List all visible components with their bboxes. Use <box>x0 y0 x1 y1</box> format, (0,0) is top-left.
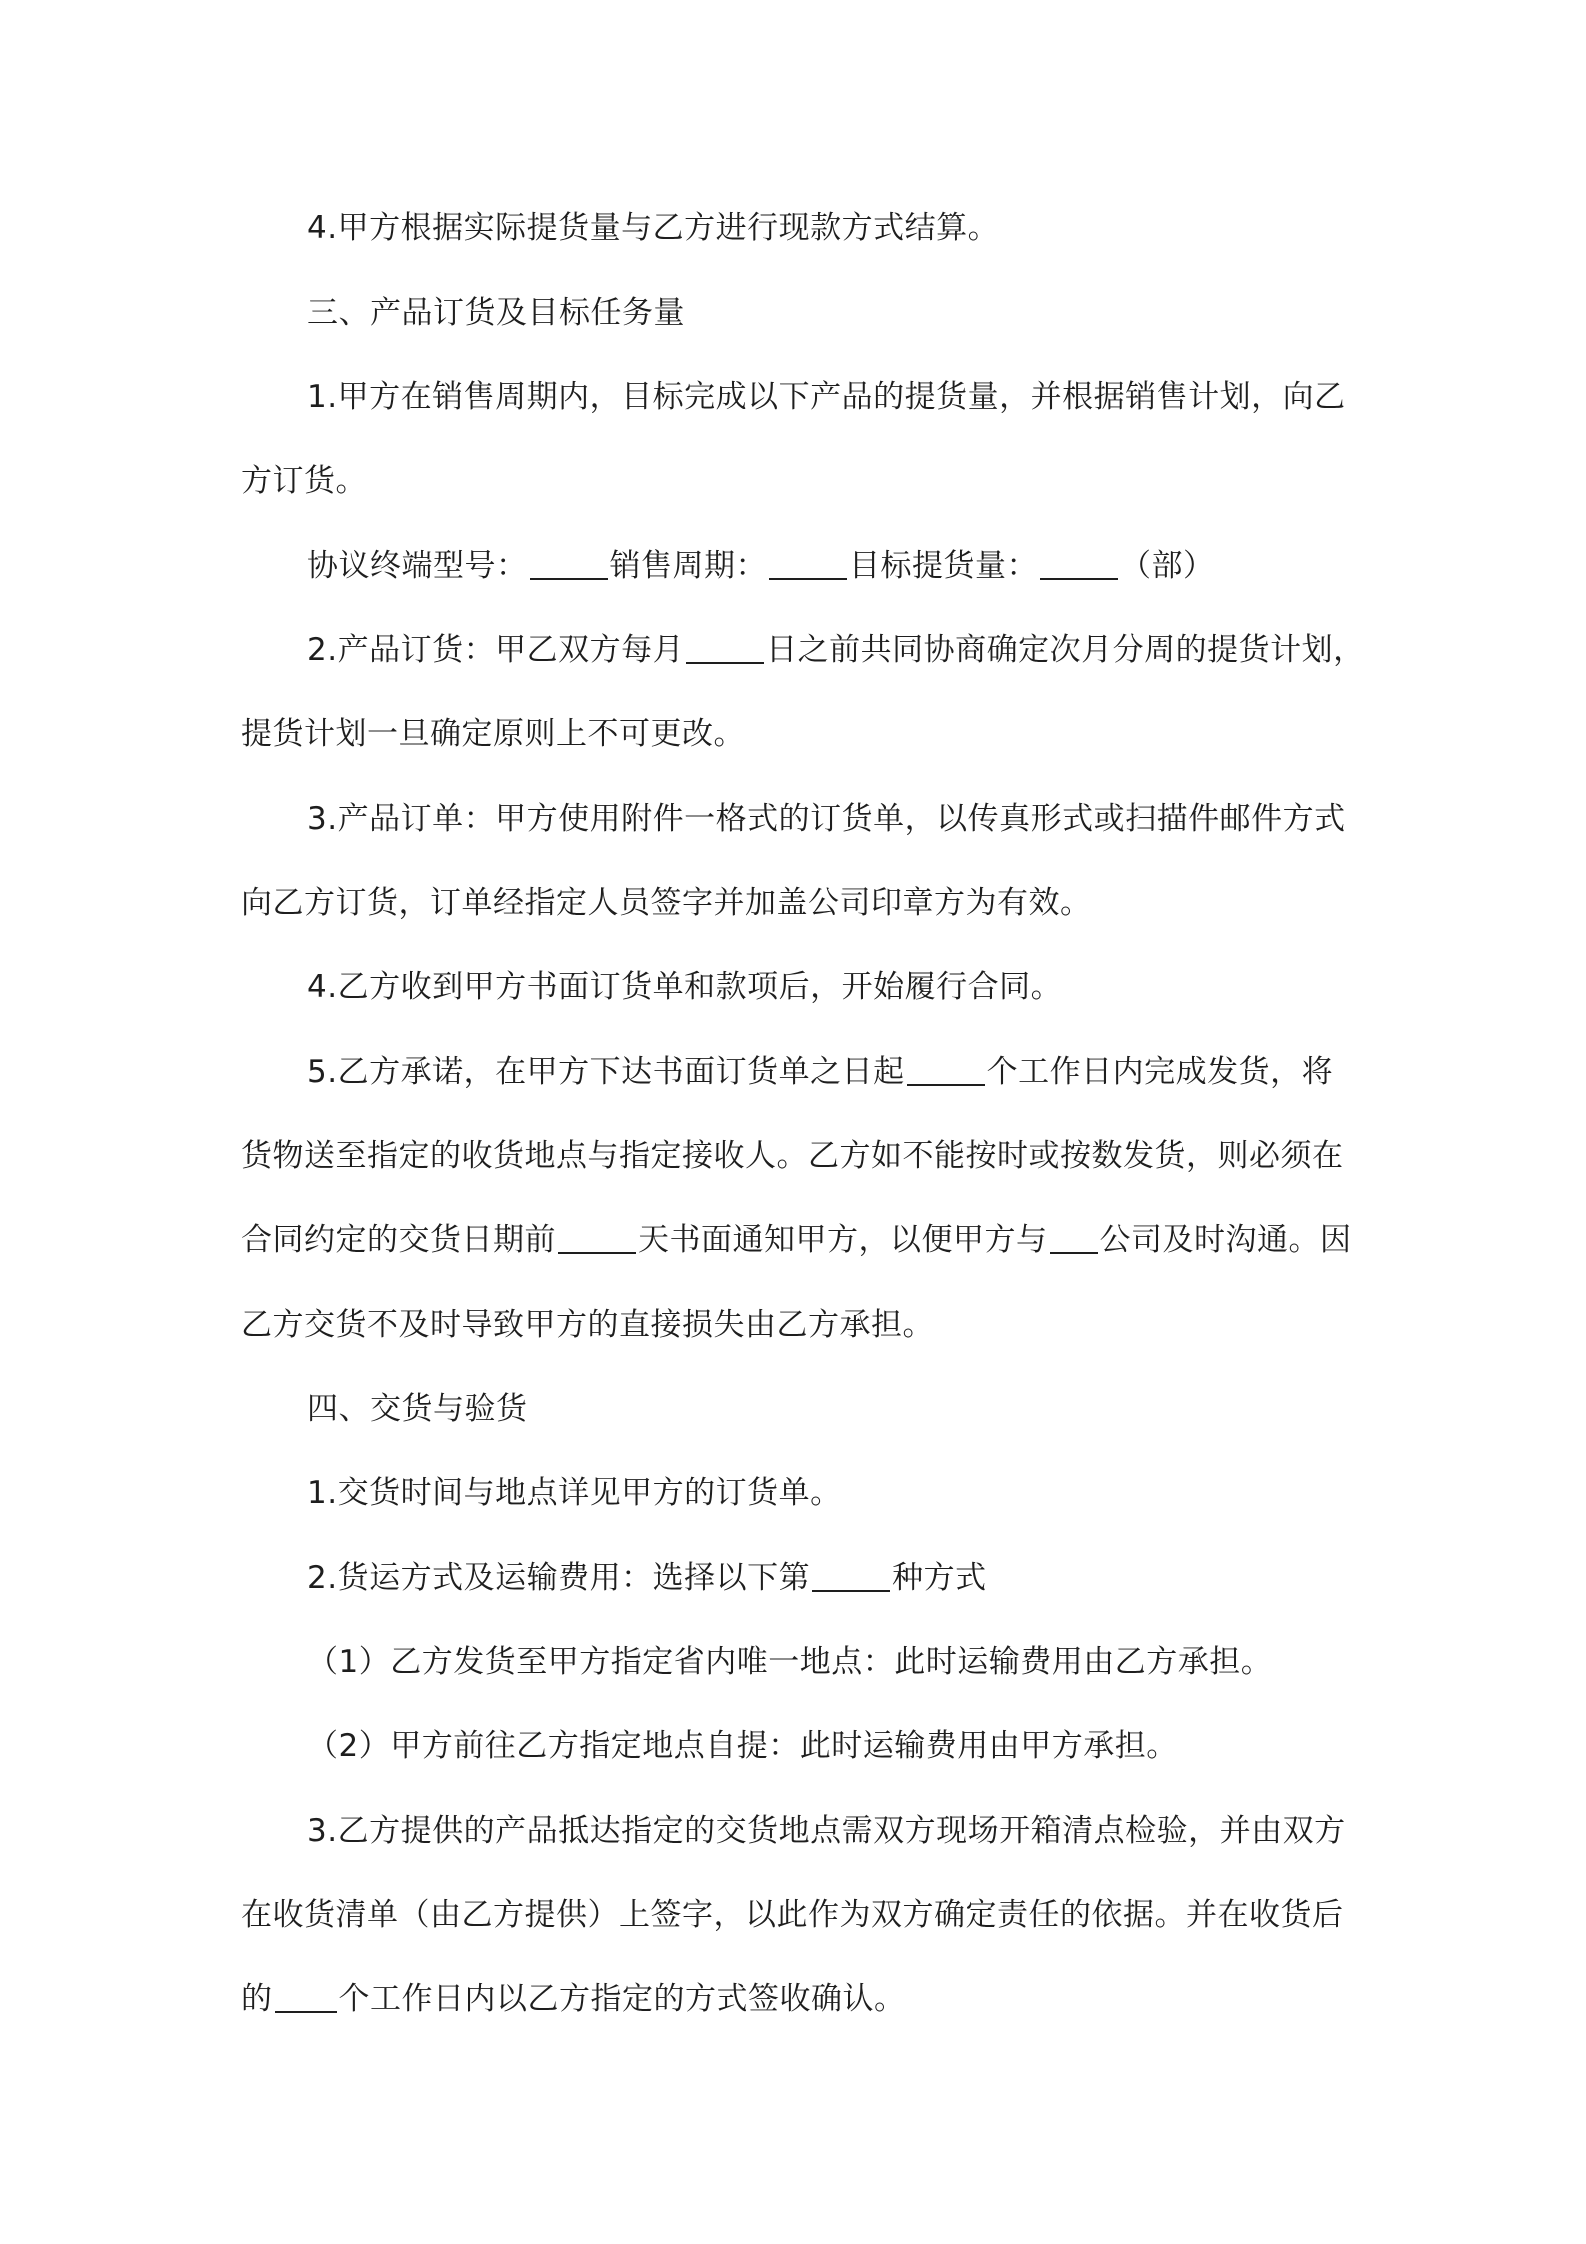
paragraph-3-1-line2: 方订货。 <box>241 463 367 499</box>
paragraph-4-3-line3: 的 个工作日内以乙方指定的方式签收确认。 <box>241 1981 906 2017</box>
paragraph-4-1: 1.交货时间与地点详见甲方的订货单。 <box>307 1475 842 1511</box>
paragraph-settlement: 4.甲方根据实际提货量与乙方进行现款方式结算。 <box>307 210 1000 246</box>
paragraph-3-1-line1: 1.甲方在销售周期内，目标完成以下产品的提货量，并根据销售计划，向乙 <box>307 379 1346 415</box>
paragraph-4-3-line1: 3.乙方提供的产品抵达指定的交货地点需双方现场开箱清点检验，并由双方 <box>307 1813 1346 1849</box>
paragraph-3-5-line4: 乙方交货不及时导致甲方的直接损失由乙方承担。 <box>241 1307 934 1343</box>
section-heading-4: 四、交货与验货 <box>307 1391 528 1427</box>
paragraph-3-3-line1: 3.产品订单：甲方使用附件一格式的订货单，以传真形式或扫描件邮件方式 <box>307 801 1346 837</box>
blank-shipping-method[interactable] <box>812 1560 890 1592</box>
paragraph-4-2-option2: （2）甲方前往乙方指定地点自提：此时运输费用由甲方承担。 <box>307 1728 1178 1764</box>
blank-confirm-workdays[interactable] <box>275 1981 337 2013</box>
blank-sales-period[interactable] <box>769 548 847 580</box>
blank-company[interactable] <box>1050 1222 1098 1254</box>
blank-shipping-workdays[interactable] <box>907 1054 985 1086</box>
paragraph-3-5-line3: 合同约定的交货日期前 天书面通知甲方，以便甲方与 公司及时沟通。因 <box>241 1222 1352 1258</box>
paragraph-4-2: 2.货运方式及运输费用：选择以下第 种方式 <box>307 1560 987 1596</box>
section-heading-3: 三、产品订货及目标任务量 <box>307 295 685 331</box>
paragraph-3-2-line1: 2.产品订货：甲乙双方每月 日之前共同协商确定次月分周的提货计划， <box>307 632 1365 668</box>
paragraph-4-2-option1: （1）乙方发货至甲方指定省内唯一地点：此时运输费用由乙方承担。 <box>307 1644 1273 1680</box>
blank-day-of-month[interactable] <box>686 632 764 664</box>
agreement-terms-line: 协议终端型号： 销售周期： 目标提货量： （部） <box>307 548 1215 584</box>
blank-notice-days[interactable] <box>558 1222 636 1254</box>
paragraph-3-3-line2: 向乙方订货，订单经指定人员签字并加盖公司印章方为有效。 <box>241 885 1092 921</box>
paragraph-3-5-line1: 5.乙方承诺，在甲方下达书面订货单之日起 个工作日内完成发货，将 <box>307 1054 1334 1090</box>
blank-model[interactable] <box>530 548 608 580</box>
blank-target-volume[interactable] <box>1040 548 1118 580</box>
paragraph-3-4: 4.乙方收到甲方书面订货单和款项后，开始履行合同。 <box>307 969 1063 1005</box>
paragraph-3-2-line2: 提货计划一旦确定原则上不可更改。 <box>241 716 745 752</box>
paragraph-4-3-line2: 在收货清单（由乙方提供）上签字，以此作为双方确定责任的依据。并在收货后 <box>241 1897 1344 1933</box>
paragraph-3-5-line2: 货物送至指定的收货地点与指定接收人。乙方如不能按时或按数发货，则必须在 <box>241 1138 1344 1174</box>
